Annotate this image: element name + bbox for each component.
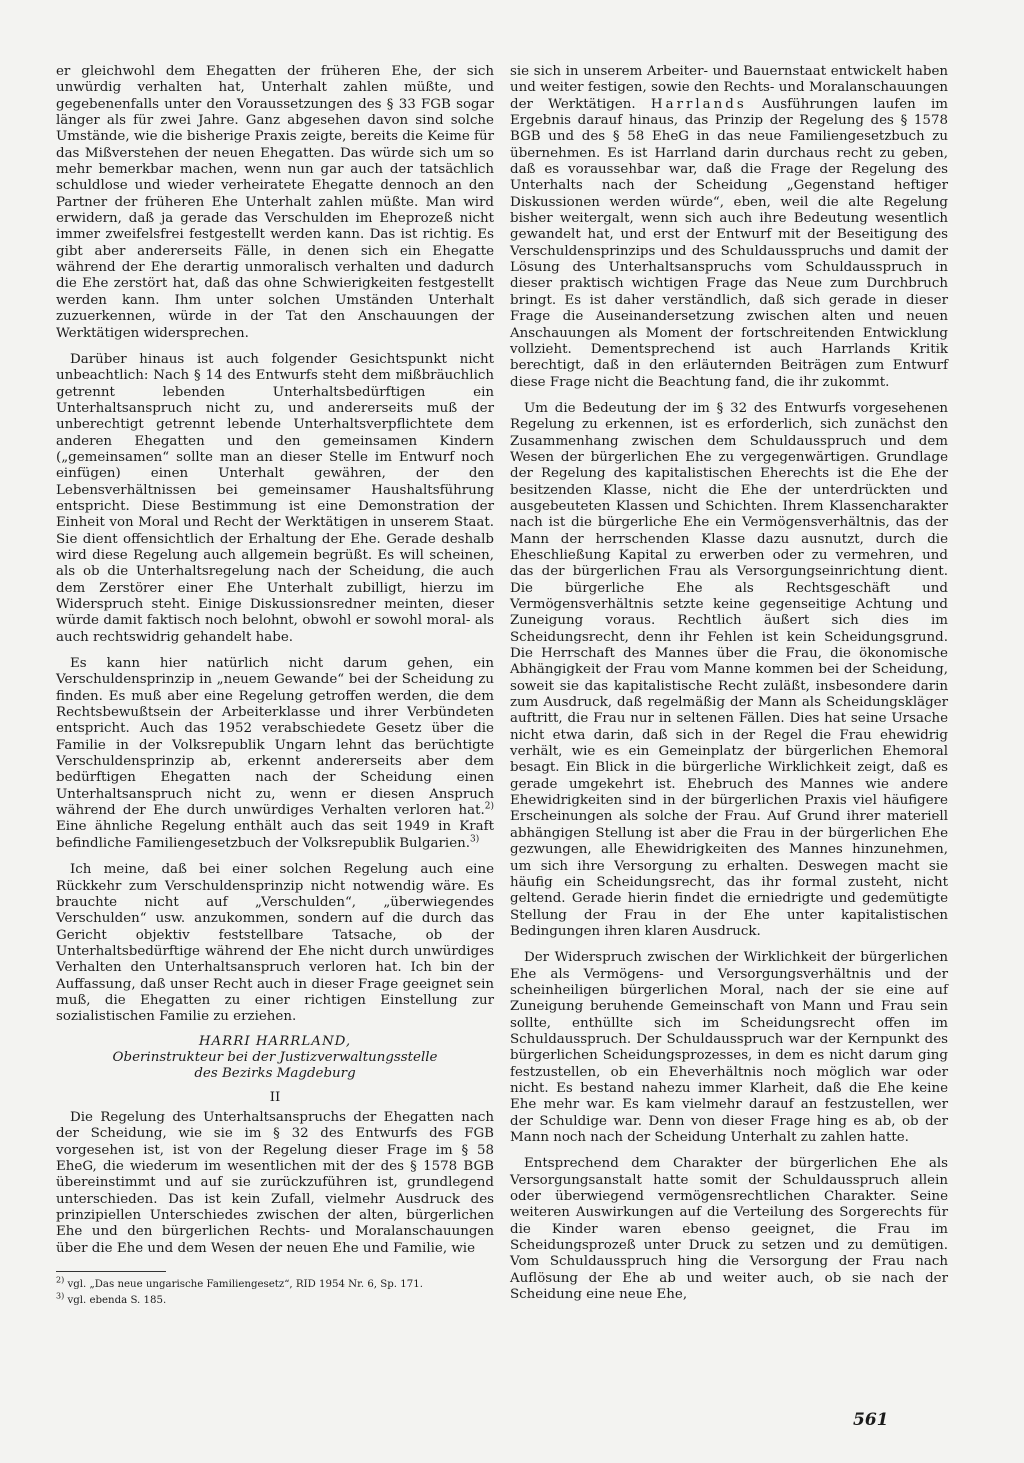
paragraph-text: sie sich in unserem Arbeiter- und Bauernstaat entwickelt haben und weiter festigen, sowie den Rechts- und Moralanschauungen der Werktätigen. — [510, 64, 948, 112]
paragraph: Ich meine, daß bei einer solchen Regelung auch eine Rückkehr zum Verschuldensprinzip nicht notwendig wäre. Es brauchte nicht auf „Verschulden“, „überwiegendes Verschulden“ usw. anzukommen, sondern auf die durch das Gericht objektiv feststellbare Tatsache, ob der Unterhaltsbedürftige während der Ehe nicht durch unwürdiges Verhalten den Unterhaltsanspruch verloren hat. Ich bin der Auffassung, daß unser Recht auch in dieser Frage geeignet sein muß, die Ehegatten zu einer richtigen Einstellung zur sozialistischen Familie zu erziehen. — [56, 862, 494, 1025]
author-signature — [56, 1034, 494, 1082]
author-name: HARRI HARRLAND, — [198, 1033, 352, 1049]
left-column — [56, 64, 494, 1310]
paragraph: Der Widerspruch zwischen der Wirklichkeit der bürgerlichen Ehe als Vermögens- und Versorgungsverhältnis und der scheinheiligen bürgerlichen Moral, nach der sie eine auf Zuneigung beruhende Gemeinschaft von Mann und Frau sein sollte, enthüllte sich im Scheidungsrecht offen im Schuldausspruch. Der Schuldausspruch war der Kernpunkt des bürgerlichen Scheidungsprozesses, in dem es nicht darum ging festzustellen, ob ein Eheverhältnis noch möglich war oder nicht. Es bestand nahezu immer Klarheit, daß die Ehe keine Ehe mehr war. Es kam vielmehr darauf an festzustellen, wer der Schuldige war. Denn von dieser Frage hing es ab, ob der Mann noch nach der Scheidung Unterhalt zu zahlen hatte. — [510, 950, 948, 1145]
paragraph: Darüber hinaus ist auch folgender Gesichtspunkt nicht unbeachtlich: Nach § 14 des Entwurfs steht dem mißbräuchlich getrennt lebenden Unterhaltsbedürftigen ein Unterhaltsanspruch nicht zu, und andererseits muß der unberechtigt getrennt lebende Unterhaltsverpflichtete dem anderen Ehegatten und den gemeinsamen Kindern („gemeinsamen“ sollte man an dieser Stelle im Entwurf noch einfügen) einen Unterhalt gewähren, der den Lebensverhältnissen bei gemeinsamer Haushaltsführung entspricht. Diese Bestimmung ist eine Demonstration der Einheit von Moral und Recht der Werktätigen in unserem Staat. Sie dient offensichtlich der Erhaltung der Ehe. Gerade deshalb wird diese Regelung auch allgemein begrüßt. Es will scheinen, als ob die Unterhaltsregelung nach der Scheidung, die auch dem Zerstörer einer Ehe Unterhalt zubilligt, hierzu im Widerspruch steht. Einige Diskussionsredner meinten, dieser würde damit faktisch noch belohnt, obwohl er sowohl moral- als auch rechtswidrig gehandelt habe. — [56, 351, 494, 645]
paragraph-text: Es kann hier natürlich nicht darum gehen, ein Verschuldensprinzip in „neuem Gewande“ bei der Scheidung zu finden. Es muß aber eine Regelung getroffen werden, die dem Rechtsbewußtsein der Arbeiterklasse und ihrer Verbündeten entspricht. Auch das 1952 verabschiedete Gesetz über die Familie in der Volksrepublik Ungarn lehnt das berüchtigte Verschuldensprinzip ab, erkennt andererseits aber dem bedürftigen Ehegatten nach der Scheidung einen Unterhaltsanspruch nicht zu, wenn er diesen Anspruch während der Ehe durch unwürdiges Verhalten verloren hat. — [56, 656, 494, 819]
author-role: Oberinstrukteur bei der Justizverwaltungsstelle — [112, 1049, 438, 1065]
paragraph — [510, 64, 948, 391]
footnote-ref: 3) — [470, 834, 480, 845]
paragraph: Die Regelung des Unterhaltsanspruchs der Ehegatten nach der Scheidung, wie sie im § 32 des Entwurfs des FGB vorgesehen ist, ist von der Regelung dieser Frage im § 58 EheG, die wiederum im wesentlichen mit der des § 1578 BGB übereinstimmt und auf sie zurückzuführen ist, grundlegend unterschieden. Das ist kein Zufall, vielmehr Ausdruck des prinzipiellen Unterschiedes zwischen der alten, bürgerlichen Ehe und den bürgerlichen Rechts- und Moralanschauungen über die Ehe und dem Wesen der neuen Ehe und Familie, wie — [56, 1109, 494, 1256]
paragraph: Um die Bedeutung der im § 32 des Entwurfs vorgesehenen Regelung zu erkennen, ist es erforderlich, sich zunächst den Zusammenhang zwischen dem Schuldausspruch und dem Wesen der bürgerlichen Ehe zu vergegenwärtigen. Grundlage der Regelung des kapitalistischen Eherechts ist die Ehe der besitzenden Klasse, nicht die Ehe der unterdrückten und ausgebeuteten Klassen und Schichten. Ihrem Klassencharakter nach ist die bürgerliche Ehe ein Vermögensverhältnis, das der Mann der herrschenden Klasse dazu ausnutzt, durch die Eheschließung Kapital zu erwerben oder zu vermehren, und das der bürgerlichen Frau als Versorgungseinrichtung dient. Die bürgerliche Ehe als Rechtsgeschäft und Vermögensverhältnis setzte keine gegenseitige Achtung und Zuneigung voraus. Rechtlich äußert sich dies im Scheidungsrecht, denn ihr Fehlen ist kein Scheidungsgrund. Die Herrschaft des Mannes über die Frau, die ökonomische Abhängigkeit der Frau vom Manne kommen bei der Scheidung, soweit sie das kapitalistische Recht zuläßt, insbesondere darin zum Ausdruck, daß regelmäßig der Mann als Scheidungskläger auftritt, die Frau nur in seltenen Fällen. Dies hat seine Ursache nicht etwa darin, daß sich in der Regel die Frau ehewidrig verhält, wie es ein Gemeinplatz der bürgerlichen Ehemoral besagt. Ein Blick in die bürgerliche Wirklichkeit zeigt, daß es gerade umgekehrt ist. Ehebruch des Mannes wie andere Ehewidrigkeiten sind in der bürgerlichen Praxis viel häufigere Erscheinungen als solche der Frau. Auf Grund ihrer materiell abhängigen Stellung ist aber die Frau in der bürgerlichen Ehe gezwungen, alle Ehewidrigkeiten des Mannes hinzunehmen, um sich ihre Versorgung zu erhalten. Deswegen macht sie häufig ein Scheidungsrecht, das ihr formal zusteht, nicht geltend. Gerade hierin findet die erniedrigte und gedemütigte Stellung der Frau in der Ehe unter kapitalistischen Bedingungen ihren klaren Ausdruck. — [510, 400, 948, 939]
paragraph-text: Eine ähnliche Regelung enthält auch das seit 1949 in Kraft befindliche Familiengesetzbuch der Volksrepublik Bulgarien. — [56, 819, 494, 851]
footnote-mark: 2) — [56, 1275, 65, 1285]
author-place: des Bezirks Magdeburg — [194, 1065, 356, 1081]
footnote-ref: 2) — [484, 801, 494, 812]
footnote-text: vgl. ebenda S. 185. — [64, 1295, 167, 1307]
paragraph — [56, 656, 494, 852]
section-number: II — [269, 1089, 281, 1105]
footnote — [56, 1275, 494, 1291]
right-column — [510, 64, 948, 1303]
page-number: 561 — [853, 1410, 889, 1430]
footnote — [56, 1291, 494, 1307]
footnote-mark: 3) — [56, 1291, 65, 1301]
paragraph: Entsprechend dem Charakter der bürgerlichen Ehe als Versorgungsanstalt hatte somit der Schuldausspruch allein oder überwiegend vermögensrechtlichen Charakter. Seine weiteren Auswirkungen auf die Verteilung des Sorgerechts für die Kinder waren ebenso geeignet, die Frau im Scheidungsprozeß unter Druck zu setzen und zu demütigen. Vom Schuldausspruch hing die Versorgung der Frau nach Auflösung der Ehe ab und weiter auch, ob sie nach der Scheidung eine neue Ehe, — [510, 1156, 948, 1303]
paragraph: er gleichwohl dem Ehegatten der früheren Ehe, der sich unwürdig verhalten hat, Unterhalt zahlen müßte, und gegebenenfalls unter den Voraussetzungen des § 33 FGB sogar länger als für zwei Jahre. Ganz abgesehen davon sind solche Umstände, wie die bisherige Praxis zeigte, bereits die Keime für das Mißverstehen der neuen Ehegatten. Das würde sich um so mehr bemerkbar machen, wenn nun gar auch der tatsächlich schuldlose und wieder verheiratete Ehegatte dennoch an den Partner der früheren Ehe Unterhalt zahlen müßte. Man wird erwidern, daß ja gerade das Verschulden im Eheprozeß nicht immer zweifelsfrei festgestellt werden kann. Das ist richtig. Es gibt aber andererseits Fälle, in denen sich ein Ehegatte während der Ehe derartig unmoralisch verhalten und dadurch die Ehe zerstört hat, daß das ohne Schwierigkeiten festgestellt werden kann. Ihm unter solchen Umständen Unterhalt zuzuerkennen, würde in der Tat den Anschauungen der Werktätigen widersprechen. — [56, 64, 494, 341]
paragraph-text: Ausführungen laufen im Ergebnis darauf hinaus, das Prinzip der Regelung des § 1578 BGB und des § 58 EheG in das neue Familiengesetzbuch zu übernehmen. Es ist Harrland darin durchaus recht zu geben, daß es voraussehbar war, daß die Frage der Regelung des Unterhalts nach der Scheidung „Gegenstand heftiger Diskussionen werden würde“, eben, weil die alte Regelung bisher weitergalt, wenn sich auch ihre Bedeutung wesentlich gewandelt hat, und erst der Entwurf mit der Beseitigung des Verschuldensprinzips und des Schuldausspruchs und damit der Lösung des Unterhaltsanspruchs vom Schuldausspruch in dieser praktisch wichtigen Frage das Neue zum Durchbruch bringt. Es ist daher verständlich, daß sich gerade in dieser Frage die Auseinandersetzung zwischen alten und neuen Anschauungen als Moment der fortschreitenden Entwicklung vollzieht. Dementsprechend ist auch Harrlands Kritik berechtigt, daß in den erläuternden Beiträgen zum Entwurf diese Frage nicht die Beachtung fand, die ihr zukommt. — [510, 96, 948, 390]
author-name-spaced: Harrlands — [650, 96, 747, 112]
footnote-text: vgl. „Das neue ungarische Familiengesetz“, RID 1954 Nr. 6, Sp. 171. — [64, 1279, 423, 1291]
footnote-divider — [56, 1271, 166, 1272]
